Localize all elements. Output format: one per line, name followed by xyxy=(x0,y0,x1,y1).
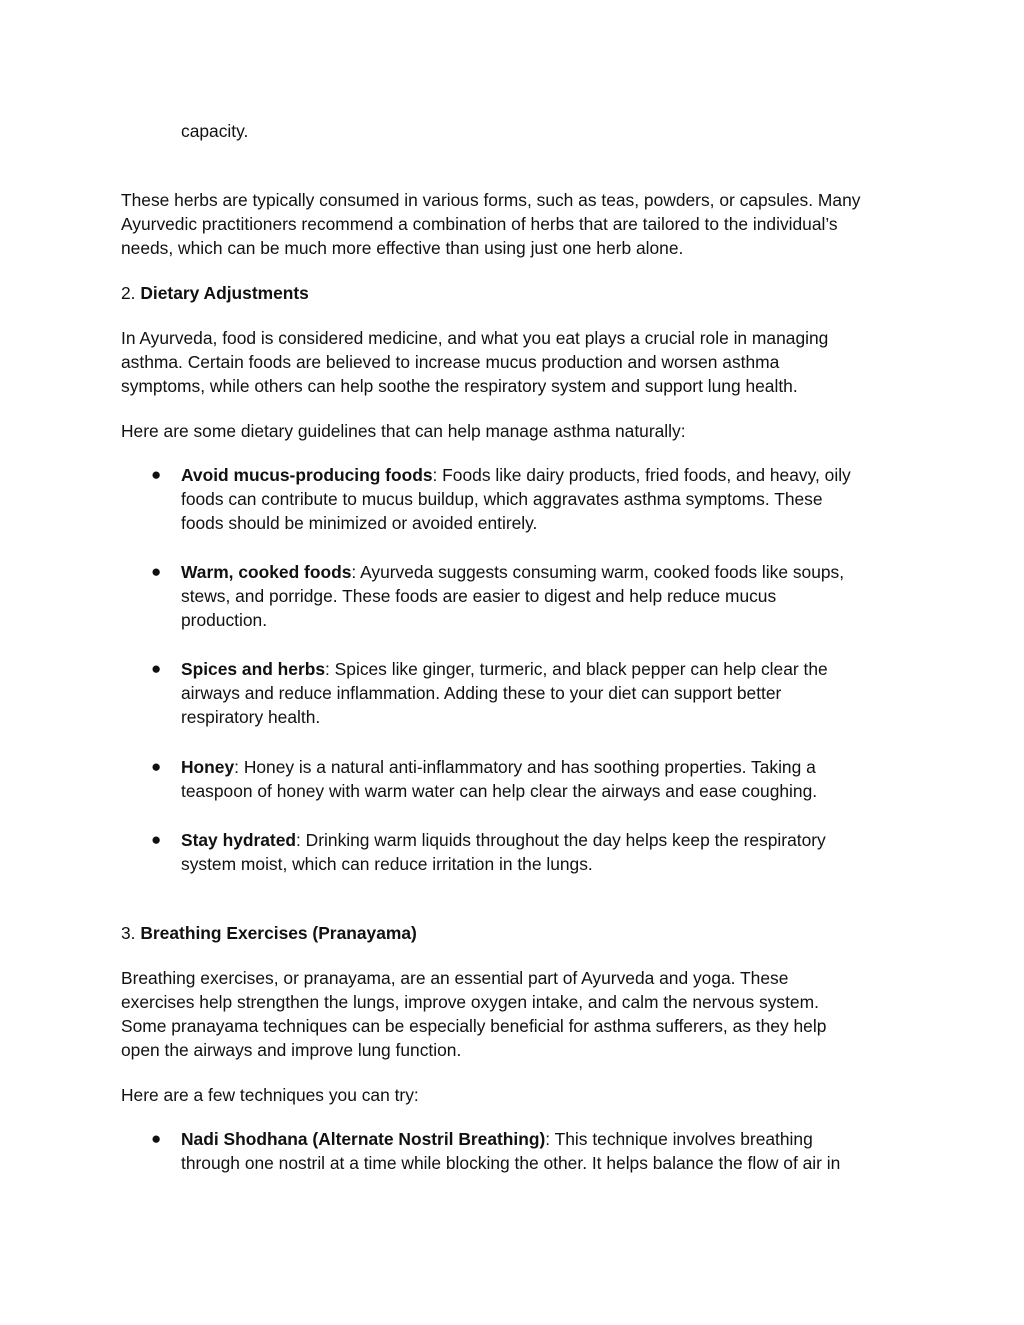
list-item-first-line xyxy=(181,657,828,681)
list-item-line: foods can contribute to mucus buildup, which aggravates asthma symptoms. These xyxy=(181,489,823,509)
list-item-first-line xyxy=(181,755,816,779)
list-item-line: stews, and porridge. These foods are easier to digest and help reduce mucus xyxy=(181,586,777,606)
bullet-glyph: ● xyxy=(151,465,162,484)
paragraph-line: needs, which can be much more effective than using just one herb alone. xyxy=(121,238,684,258)
list-item-first-line xyxy=(181,1127,813,1151)
list-item-term: Avoid mucus-producing foods xyxy=(181,465,433,485)
list-item-first-line xyxy=(181,560,844,584)
paragraph-line: open the airways and improve lung function. xyxy=(121,1040,462,1060)
list-item-line: foods should be minimized or avoided entirely. xyxy=(181,513,538,533)
paragraph-line: In Ayurveda, food is considered medicine, and what you eat plays a crucial role in managing xyxy=(121,328,829,348)
list-item-line: through one nostril at a time while blocking the other. It helps balance the flow of air in xyxy=(181,1153,841,1173)
section-title: Breathing Exercises (Pranayama) xyxy=(140,923,417,943)
section-title: Dietary Adjustments xyxy=(140,283,309,303)
list-item-line: system moist, which can reduce irritation in the lungs. xyxy=(181,854,593,874)
bullet-glyph: ● xyxy=(151,757,162,776)
paragraph-line: exercises help strengthen the lungs, improve oxygen intake, and calm the nervous system. xyxy=(121,992,819,1012)
list-item-term: Honey xyxy=(181,757,235,777)
list-item-line: respiratory health. xyxy=(181,707,321,727)
continuation-line: capacity. xyxy=(181,121,249,141)
paragraph-line: Some pranayama techniques can be especially beneficial for asthma sufferers, as they help xyxy=(121,1016,827,1036)
section-number: 2. xyxy=(121,283,136,303)
list-item-first-line xyxy=(181,463,851,487)
bullet-glyph: ● xyxy=(151,830,162,849)
list-item-text: : Spices like ginger, turmeric, and black pepper can help clear the xyxy=(325,659,828,679)
list-item-text: : This technique involves breathing xyxy=(545,1129,813,1149)
bullet-glyph: ● xyxy=(151,562,162,581)
list-item-term: Spices and herbs xyxy=(181,659,326,679)
paragraph-line: Breathing exercises, or pranayama, are an essential part of Ayurveda and yoga. These xyxy=(121,968,789,988)
paragraph-line: Ayurvedic practitioners recommend a combination of herbs that are tailored to the individual’s xyxy=(121,214,838,234)
paragraph-line: asthma. Certain foods are believed to increase mucus production and worsen asthma xyxy=(121,352,780,372)
bullet-glyph: ● xyxy=(151,659,162,678)
list-item-text: : Ayurveda suggests consuming warm, cooked foods like soups, xyxy=(351,562,845,582)
list-item-first-line xyxy=(181,828,826,852)
breathing-lead-text: Here are a few techniques you can try: xyxy=(121,1085,419,1105)
list-item-term: Nadi Shodhana (Alternate Nostril Breathing) xyxy=(181,1129,546,1149)
paragraph-line: These herbs are typically consumed in various forms, such as teas, powders, or capsules. Many xyxy=(121,190,861,210)
section-heading-breathing xyxy=(121,921,417,945)
list-item-text: : Foods like dairy products, fried foods, and heavy, oily xyxy=(432,465,851,485)
list-item-text: : Drinking warm liquids throughout the day helps keep the respiratory xyxy=(296,830,826,850)
list-item-term: Warm, cooked foods xyxy=(181,562,352,582)
section-number: 3. xyxy=(121,923,136,943)
bullet-glyph: ● xyxy=(151,1129,162,1148)
section-heading-dietary xyxy=(121,281,309,305)
list-item-line: production. xyxy=(181,610,268,630)
list-item-text: : Honey is a natural anti-inflammatory and has soothing properties. Taking a xyxy=(234,757,816,777)
list-item-line: teaspoon of honey with warm water can help clear the airways and ease coughing. xyxy=(181,781,818,801)
dietary-lead-text: Here are some dietary guidelines that can help manage asthma naturally: xyxy=(121,421,686,441)
list-item-line: airways and reduce inflammation. Adding these to your diet can support better xyxy=(181,683,782,703)
paragraph-line: symptoms, while others can help soothe the respiratory system and support lung health. xyxy=(121,376,798,396)
list-item-term: Stay hydrated xyxy=(181,830,297,850)
